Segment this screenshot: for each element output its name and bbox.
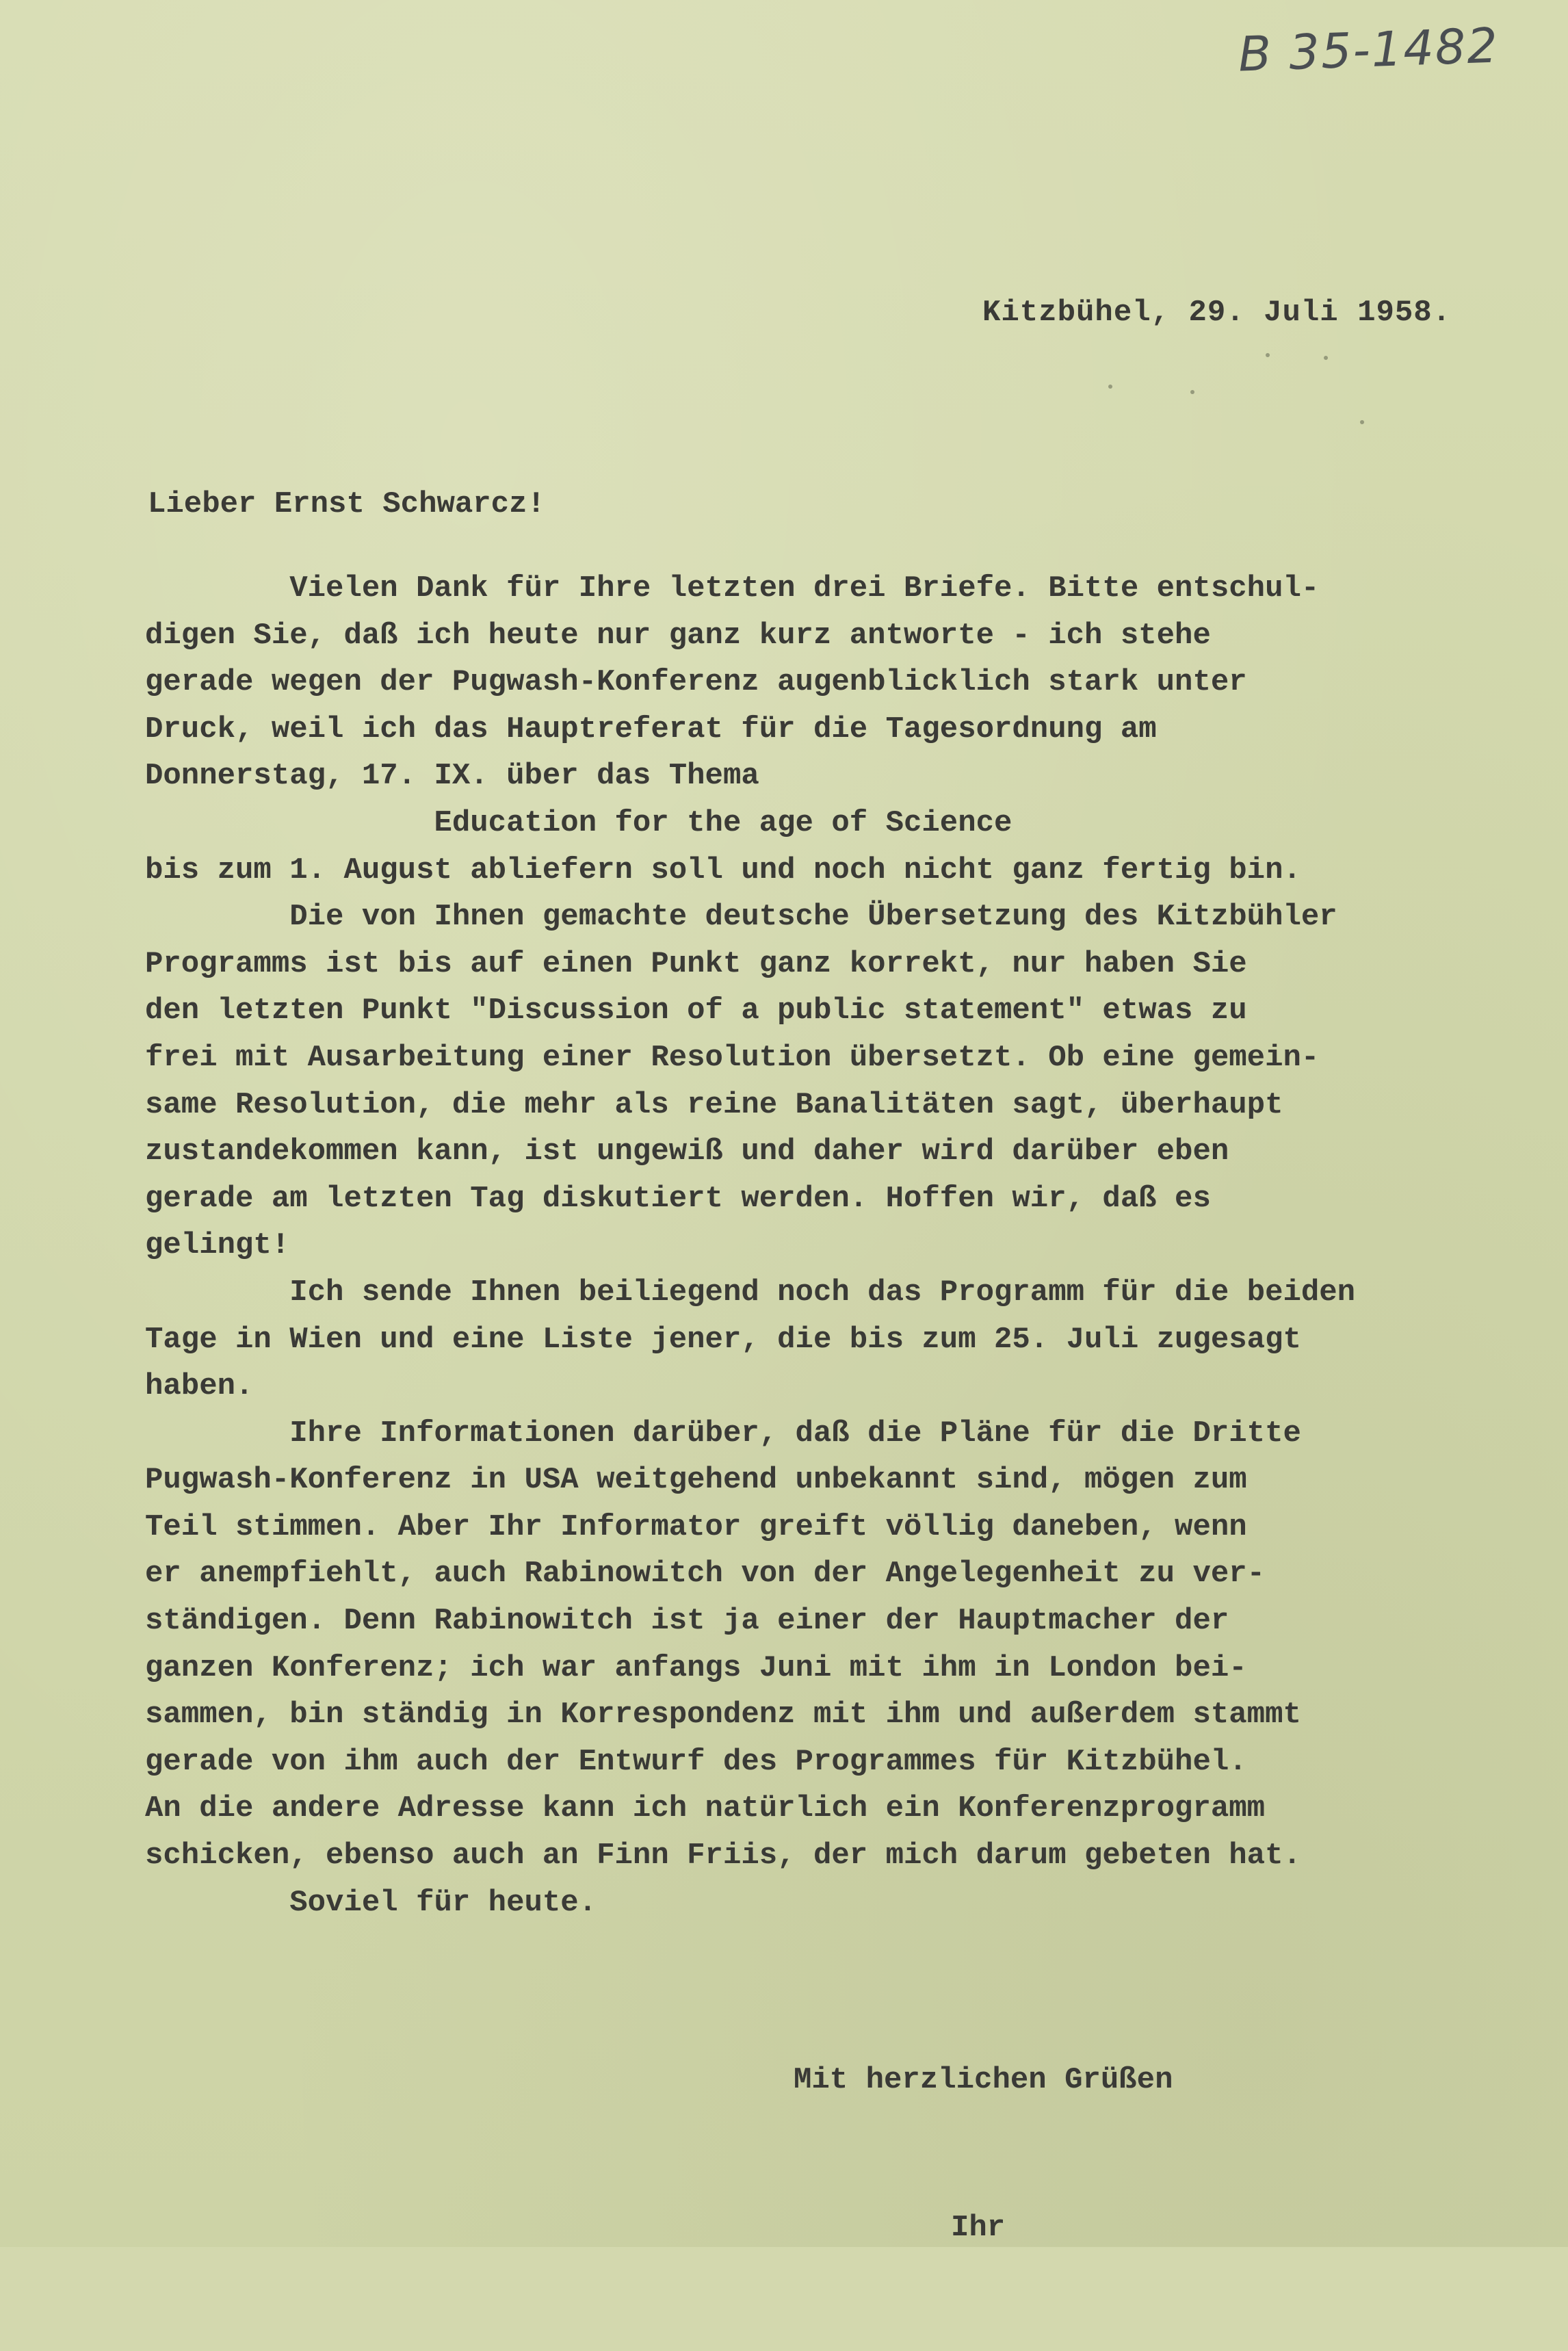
- closing-greeting: Mit herzlichen Grüßen: [794, 2063, 1173, 2097]
- body-line: An die andere Adresse kann ich natürlich ein Konferenzprogramm: [145, 1791, 1266, 1826]
- body-line: gerade von ihm auch der Entwurf des Programmes für Kitzbühel.: [145, 1744, 1247, 1779]
- ink-speck: [1108, 385, 1112, 389]
- salutation: Lieber Ernst Schwarcz!: [148, 487, 545, 521]
- letter-body: [145, 565, 1445, 1926]
- body-line: Druck, weil ich das Hauptreferat für die Tagesordnung am: [145, 712, 1157, 746]
- closing-block: [794, 1957, 1173, 2351]
- body-line: Tage in Wien und eine Liste jener, die bis zum 25. Juli zugesagt: [145, 1322, 1301, 1357]
- body-line: Vielen Dank für Ihre letzten drei Briefe. Bitte entschul-: [145, 571, 1320, 606]
- signature-line: Ihr: [951, 2211, 1006, 2245]
- body-line: ständigen. Denn Rabinowitch ist ja einer der Hauptmacher der: [145, 1604, 1229, 1639]
- body-line: ganzen Konferenz; ich war anfangs Juni mit ihm in London bei-: [145, 1650, 1247, 1685]
- archive-reference-pencil: B 35-1482: [1237, 17, 1500, 83]
- body-line: haben.: [145, 1369, 254, 1404]
- body-line: zustandekommen kann, ist ungewiß und daher wird darüber eben: [145, 1134, 1229, 1169]
- place-date: Kitzbühel, 29. Juli 1958.: [982, 296, 1452, 330]
- body-line: gerade am letzten Tag diskutiert werden. Hoffen wir, daß es: [145, 1181, 1211, 1216]
- body-line: Education for the age of Science: [145, 805, 1012, 840]
- body-line: digen Sie, daß ich heute nur ganz kurz antworte - ich stehe: [145, 618, 1211, 653]
- ink-speck: [1190, 390, 1194, 394]
- body-line: Programms ist bis auf einen Punkt ganz korrekt, nur haben Sie: [145, 946, 1247, 981]
- ink-speck: [1266, 353, 1270, 357]
- body-line: Donnerstag, 17. IX. über das Thema: [145, 759, 759, 794]
- body-line: Teil stimmen. Aber Ihr Informator greift völlig daneben, wenn: [145, 1509, 1247, 1544]
- body-line: Ich sende Ihnen beiliegend noch das Programm für die beiden: [145, 1275, 1356, 1310]
- body-line: den letzten Punkt "Discussion of a public statement" etwas zu: [145, 993, 1247, 1028]
- body-line: Ihre Informationen darüber, daß die Pläne für die Dritte: [145, 1416, 1301, 1451]
- body-line: sammen, bin ständig in Korrespondenz mit ihm und außerdem stammt: [145, 1698, 1301, 1732]
- body-line: Soviel für heute.: [145, 1885, 597, 1920]
- ink-speck: [1360, 420, 1364, 424]
- body-line: gelingt!: [145, 1228, 290, 1263]
- body-line: Die von Ihnen gemachte deutsche Übersetzung des Kitzbühler: [145, 900, 1337, 935]
- body-line: same Resolution, die mehr als reine Banalitäten sagt, überhaupt: [145, 1087, 1283, 1122]
- body-line: schicken, ebenso auch an Finn Friis, der mich darum gebeten hat.: [145, 1839, 1301, 1873]
- body-line: bis zum 1. August abliefern soll und noch nicht ganz fertig bin.: [145, 853, 1301, 887]
- body-line: frei mit Ausarbeitung einer Resolution übersetzt. Ob eine gemein-: [145, 1040, 1320, 1075]
- body-line: Pugwash-Konferenz in USA weitgehend unbekannt sind, mögen zum: [145, 1463, 1247, 1498]
- body-line: er anempfiehlt, auch Rabinowitch von der Angelegenheit zu ver-: [145, 1557, 1266, 1592]
- body-line: gerade wegen der Pugwash-Konferenz augenblicklich stark unter: [145, 665, 1247, 700]
- ink-speck: [1324, 356, 1328, 360]
